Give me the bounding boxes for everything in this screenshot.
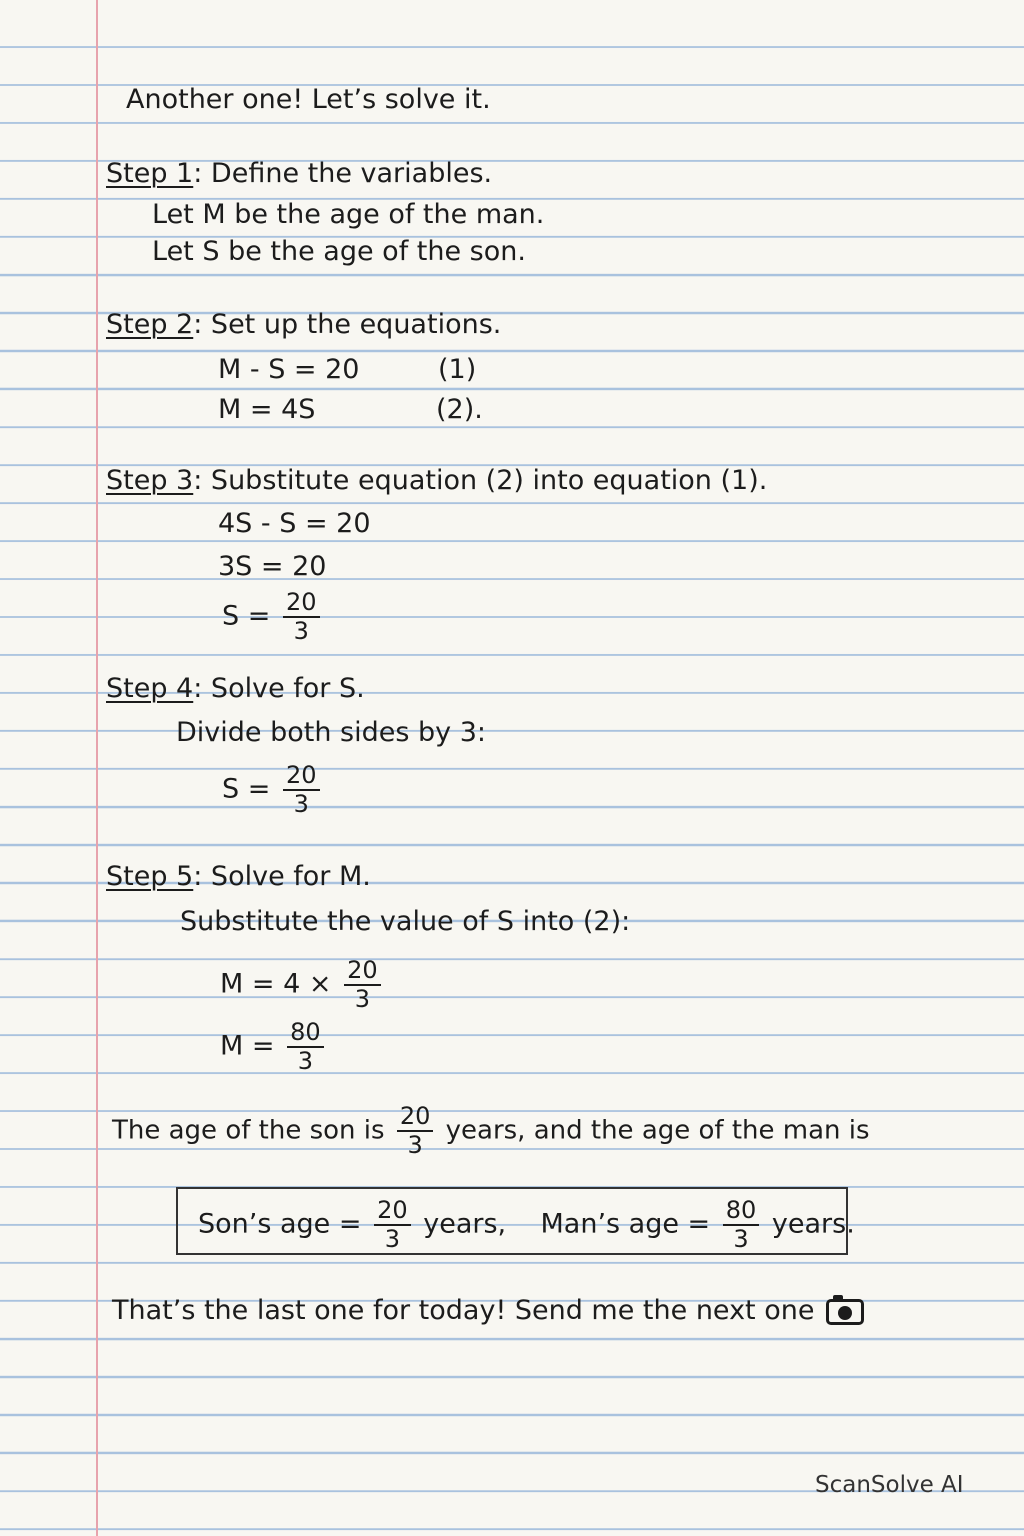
step5-heading <box>106 863 371 890</box>
fraction <box>287 1020 324 1074</box>
step2-label: Step 2 <box>106 309 194 340</box>
answer-box <box>176 1187 855 1255</box>
step2-heading <box>106 311 501 338</box>
conclusion-part-2: years, and the age of the man is <box>445 1115 870 1146</box>
step4-label: Step 4 <box>106 673 194 704</box>
step4-lhs: S = <box>222 773 271 805</box>
numerator: 80 <box>287 1020 324 1048</box>
step3-line-3 <box>222 590 324 644</box>
step3-line-2: 3S = 20 <box>218 551 327 582</box>
numerator: 20 <box>397 1104 434 1132</box>
man-age-unit: years. <box>771 1208 855 1240</box>
numerator: 20 <box>283 590 320 618</box>
step3-label: Step 3 <box>106 465 194 496</box>
equation-1: M - S = 20 <box>218 354 360 385</box>
step5-line-1-lhs: M = 4 × <box>220 968 332 1000</box>
camera-icon <box>826 1299 864 1325</box>
man-age-label: Man’s age = <box>540 1208 711 1240</box>
step4-result <box>222 763 324 817</box>
denominator: 3 <box>297 1047 314 1076</box>
closing-line <box>112 1297 864 1325</box>
step1-title: : Define the variables. <box>193 158 493 189</box>
numerator: 20 <box>283 763 320 791</box>
step3-line-1: 4S - S = 20 <box>218 508 371 539</box>
step4-instruction: Divide both sides by 3: <box>176 717 486 748</box>
equation-2: M = 4S <box>218 394 316 425</box>
denominator: 3 <box>733 1225 749 1254</box>
step5-instruction: Substitute the value of S into (2): <box>180 906 631 937</box>
step3-title: : Substitute equation (2) into equation (1). <box>193 465 768 496</box>
margin-line <box>96 0 98 1536</box>
fraction <box>344 958 381 1012</box>
step1-heading <box>106 160 492 187</box>
brand-logo: ScanSolve AI <box>815 1472 964 1498</box>
fraction <box>283 590 320 644</box>
closing-text: That’s the last one for today! Send me the next one <box>112 1295 815 1326</box>
step4-title: : Solve for S. <box>193 673 365 704</box>
son-age-unit: years, <box>423 1208 507 1240</box>
son-age-label: Son’s age = <box>198 1208 362 1240</box>
denominator: 3 <box>293 617 309 646</box>
step1-label: Step 1 <box>106 158 194 189</box>
answer-content <box>198 1198 855 1252</box>
equation-2-tag: (2). <box>436 394 483 425</box>
equation-1-tag: (1) <box>438 354 477 385</box>
step5-line-2-lhs: M = <box>220 1030 275 1062</box>
denominator: 3 <box>407 1131 423 1160</box>
step5-label: Step 5 <box>106 861 194 892</box>
fraction <box>397 1104 434 1158</box>
fraction <box>723 1198 760 1252</box>
denominator: 3 <box>293 790 309 819</box>
step1-line-2: Let S be the age of the son. <box>152 236 526 267</box>
step5-line-2 <box>220 1020 328 1074</box>
step1-line-1: Let M be the age of the man. <box>152 199 545 230</box>
denominator: 3 <box>384 1225 401 1254</box>
conclusion-part-1: The age of the son is <box>112 1115 385 1146</box>
step4-heading <box>106 675 365 702</box>
numerator: 20 <box>344 958 381 986</box>
step3-heading <box>106 467 767 494</box>
step5-line-1 <box>220 958 385 1012</box>
intro-text: Another one! Let’s solve it. <box>126 84 491 115</box>
fraction <box>283 763 320 817</box>
conclusion-text <box>112 1104 870 1158</box>
numerator: 20 <box>374 1198 411 1226</box>
fraction <box>374 1198 411 1252</box>
step3-line-3-lhs: S = <box>222 600 271 632</box>
denominator: 3 <box>354 985 370 1014</box>
step5-title: : Solve for M. <box>193 861 371 892</box>
step2-title: : Set up the equations. <box>193 309 502 340</box>
numerator: 80 <box>723 1198 760 1226</box>
